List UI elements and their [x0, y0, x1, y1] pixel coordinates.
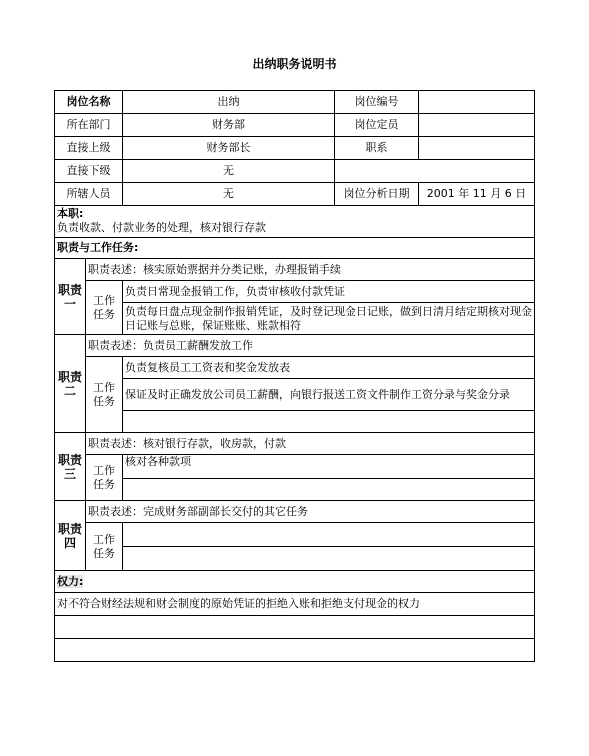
- main-duty-text: 负责收款、付款业务的处理，核对银行存款: [57, 221, 266, 234]
- duty-2-desc: 职责表述：负责员工薪酬发放工作: [86, 335, 535, 357]
- duty-1-desc: 职责表述：核实原始票据并分类记账，办理报销手续: [86, 259, 535, 281]
- supervisor-label: 直接上级: [55, 137, 123, 160]
- position-name-label: 岗位名称: [55, 91, 123, 114]
- department-value: 财务部: [123, 114, 335, 137]
- duty-1-task-1: 负责日常现金报销工作，负责审核收付款凭证: [123, 281, 535, 303]
- supervisor-value: 财务部长: [123, 137, 335, 160]
- task-row: [55, 281, 535, 303]
- task-row: [55, 411, 535, 433]
- duty-2-title: 职责二: [55, 335, 86, 433]
- headcount-value: [419, 114, 535, 137]
- authority-item-empty: [55, 616, 535, 639]
- task-row: [55, 479, 535, 501]
- duty-4-desc: 职责表述：完成财务部副部长交付的其它任务: [86, 501, 535, 523]
- duty-1-title: 职责一: [55, 259, 86, 335]
- department-label: 所在部门: [55, 114, 123, 137]
- position-code-value: [419, 91, 535, 114]
- duty-1-task-2: 负责每日盘点现金制作报销凭证，及时登记现金日记账，做到日清月结定期核对现金日记账与总账，保证账账、账款相符: [123, 303, 535, 335]
- staff-value: 无: [123, 183, 335, 206]
- task-row: [55, 379, 535, 411]
- duty-2-task-1: 负责复核员工工资表和奖金发放表: [123, 357, 535, 379]
- authority-label: 权力:: [57, 574, 84, 588]
- task-row: [55, 547, 535, 571]
- task-row: [55, 303, 535, 335]
- analysis-date-label: 岗位分析日期: [335, 183, 419, 206]
- duty-3-work-label: 工作任务: [86, 455, 123, 501]
- duty-4-title: 职责四: [55, 501, 86, 571]
- task-row: [55, 523, 535, 547]
- subordinate-label: 直接下级: [55, 160, 123, 183]
- authority-row: [55, 593, 535, 616]
- info-row-department: [55, 114, 535, 137]
- staff-label: 所辖人员: [55, 183, 123, 206]
- duty-row: [55, 259, 535, 281]
- main-duty-label: 本职:: [57, 207, 84, 220]
- task-row: [55, 455, 535, 479]
- duty-2-work-label: 工作任务: [86, 357, 123, 433]
- duty-row: [55, 433, 535, 455]
- job-family-value: [419, 137, 535, 160]
- authority-row: [55, 639, 535, 662]
- info-row-position: [55, 91, 535, 114]
- duty-2-task-2: 保证及时正确发放公司员工薪酬，向银行报送工资文件制作工资分录与奖金分录: [123, 379, 535, 411]
- duty-3-desc: 职责表述：核对银行存款，收房款，付款: [86, 433, 535, 455]
- info-row-supervisor: [55, 137, 535, 160]
- info-row-subordinate: [55, 160, 535, 183]
- analysis-date-value: 2001 年 11 月 6 日: [419, 183, 535, 206]
- duty-3-task-1: 核对各种款项: [123, 455, 535, 479]
- tasks-header-row: [55, 238, 535, 259]
- position-name-value: 出纳: [123, 91, 335, 114]
- job-family-label: 职系: [335, 137, 419, 160]
- duty-4-task-empty: [123, 523, 535, 547]
- duty-row: [55, 335, 535, 357]
- authority-item-1: 对不符合财经法规和财会制度的原始凭证的拒绝入账和拒绝支付现金的权力: [55, 593, 535, 616]
- duty-4-task-empty: [123, 547, 535, 571]
- headcount-label: 岗位定员: [335, 114, 419, 137]
- main-duty-row: [55, 206, 535, 238]
- authority-item-empty: [55, 639, 535, 662]
- tasks-header: 职责与工作任务:: [55, 238, 535, 259]
- duty-row: [55, 501, 535, 523]
- job-description-table: [54, 90, 535, 662]
- duty-4-work-label: 工作任务: [86, 523, 123, 571]
- duty-1-work-label: 工作任务: [86, 281, 123, 335]
- position-code-label: 岗位编号: [335, 91, 419, 114]
- authority-header-row: [55, 571, 535, 593]
- task-row: [55, 357, 535, 379]
- duty-3-task-empty: [123, 479, 535, 501]
- duty-2-task-empty: [123, 411, 535, 433]
- document-title: 出纳职务说明书: [252, 57, 337, 71]
- subordinate-value: 无: [123, 160, 335, 183]
- duty-3-title: 职责三: [55, 433, 86, 501]
- authority-row: [55, 616, 535, 639]
- info-row-staff: [55, 183, 535, 206]
- blank-cell: [335, 160, 535, 183]
